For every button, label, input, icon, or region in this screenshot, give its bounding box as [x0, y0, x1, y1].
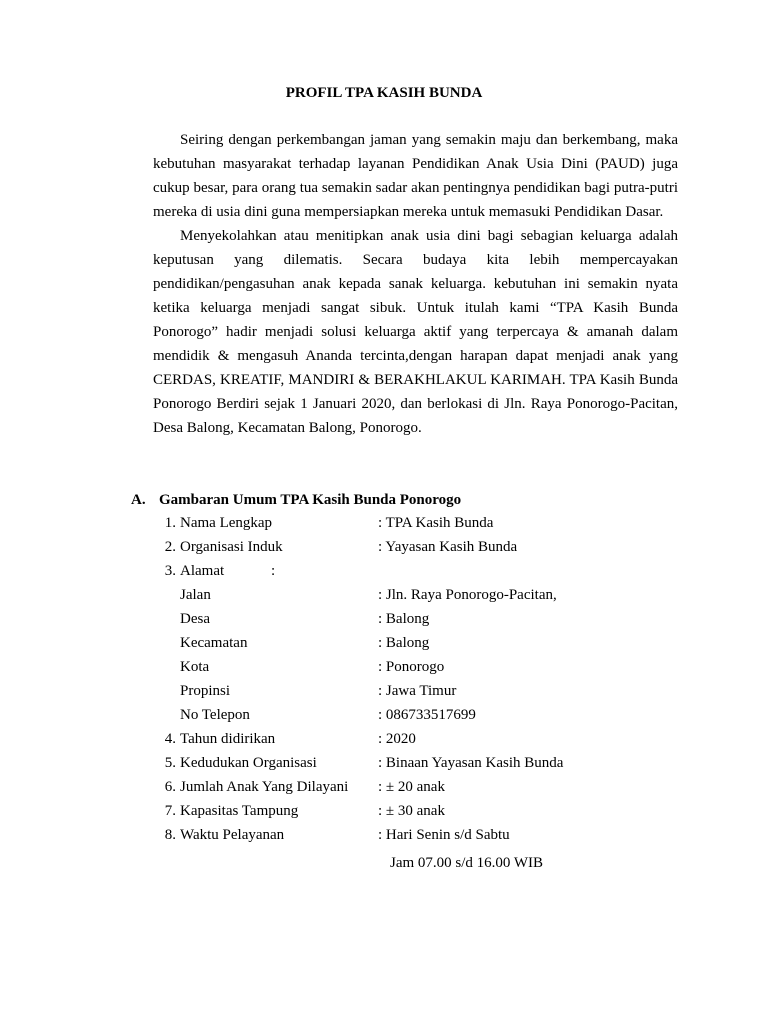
row-number: 1.: [164, 515, 176, 531]
section-letter: A.: [131, 492, 146, 508]
table-row: [0, 803, 768, 825]
table-row: [0, 539, 768, 561]
row-number: 4.: [164, 731, 176, 747]
paragraph-1: Seiring dengan perkembangan jaman yang semakin maju dan berkembang, maka kebutuhan masyarakat terhadap layanan Pendidikan Anak Usia Dini (PAUD) juga cukup besar, para orang tua semakin sadar akan pentingnya pendidikan bagi putra-putri mereka di usia dini guna mempersiapkan mereka untuk memasuki Pendidikan Dasar.: [153, 132, 678, 220]
row-label: Kapasitas Tampung: [180, 803, 299, 819]
row-label: Desa: [180, 611, 210, 627]
row-label: Nama Lengkap: [180, 515, 273, 531]
row-value: : Jawa Timur: [378, 683, 457, 699]
row-label: Organisasi Induk: [180, 539, 283, 555]
table-row: [0, 827, 768, 849]
row-value: : Jln. Raya Ponorogo-Pacitan,: [378, 587, 557, 603]
intro-text: [153, 128, 678, 440]
row-label: Kecamatan: [180, 635, 248, 651]
row-number: 2.: [164, 539, 176, 555]
row-label: Waktu Pelayanan: [180, 827, 285, 843]
row-label: No Telepon: [180, 707, 250, 723]
table-row: [0, 563, 768, 585]
table-row: [0, 515, 768, 537]
paragraph-2: Menyekolahkan atau menitipkan anak usia dini bagi sebagian keluarga adalah keputusan yang dilematis. Secara budaya kita lebih mempercayakan pendidikan/pengasuhan anak kepada sanak keluarga. kebutuhan ini semakin nyata ketika keluarga menjadi sangat sibuk. Untuk itulah kami “TPA Kasih Bunda Ponorogo” hadir menjadi solusi keluarga aktif yang terpercaya & amanah dalam mendidik & mengasuh Ananda tercinta,dengan harapan dapat menjadi anak yang CERDAS, KREATIF, MANDIRI & BERAKHLAKUL KARIMAH. TPA Kasih Bunda Ponorogo Berdiri sejak 1 Januari 2020, dan berlokasi di Jln. Raya Ponorogo-Pacitan, Desa Balong, Kecamatan Balong, Ponorogo.: [153, 228, 678, 436]
table-row: [0, 707, 768, 729]
row-number: 7.: [164, 803, 176, 819]
table-row: [0, 635, 768, 657]
table-row: [0, 587, 768, 609]
row-label: Kota: [180, 659, 210, 675]
row-number: 5.: [164, 755, 176, 771]
row-number: 3.: [164, 563, 176, 579]
row-label: Kedudukan Organisasi: [180, 755, 317, 771]
row-number: 6.: [164, 779, 176, 795]
row-label: Alamat: [180, 563, 225, 579]
row-value: : Ponorogo: [378, 659, 445, 675]
row-value: : ± 20 anak: [378, 779, 445, 795]
row-value: : ± 30 anak: [378, 803, 445, 819]
table-row: [0, 731, 768, 753]
row-label: Propinsi: [180, 683, 231, 699]
service-hours: Jam 07.00 s/d 16.00 WIB: [390, 855, 544, 871]
row-label: Jalan: [180, 587, 211, 603]
row-value: : 086733517699: [378, 707, 476, 723]
table-row: [0, 611, 768, 633]
table-row: [0, 659, 768, 681]
row-colon: :: [271, 563, 276, 579]
table-row: [0, 779, 768, 801]
row-number: 8.: [164, 827, 176, 843]
section-title: Gambaran Umum TPA Kasih Bunda Ponorogo: [159, 492, 462, 508]
row-value: : Hari Senin s/d Sabtu: [378, 827, 510, 843]
page-title: PROFIL TPA KASIH BUNDA: [285, 85, 483, 101]
row-value: : 2020: [378, 731, 416, 747]
row-value: : Binaan Yayasan Kasih Bunda: [378, 755, 564, 771]
table-row: [0, 683, 768, 705]
row-value: : TPA Kasih Bunda: [378, 515, 494, 531]
row-label: Jumlah Anak Yang Dilayani: [180, 779, 349, 795]
row-value: : Balong: [378, 635, 430, 651]
row-value: : Balong: [378, 611, 430, 627]
row-label: Tahun didirikan: [180, 731, 276, 747]
row-value: : Yayasan Kasih Bunda: [378, 539, 518, 555]
table-row: [0, 755, 768, 777]
